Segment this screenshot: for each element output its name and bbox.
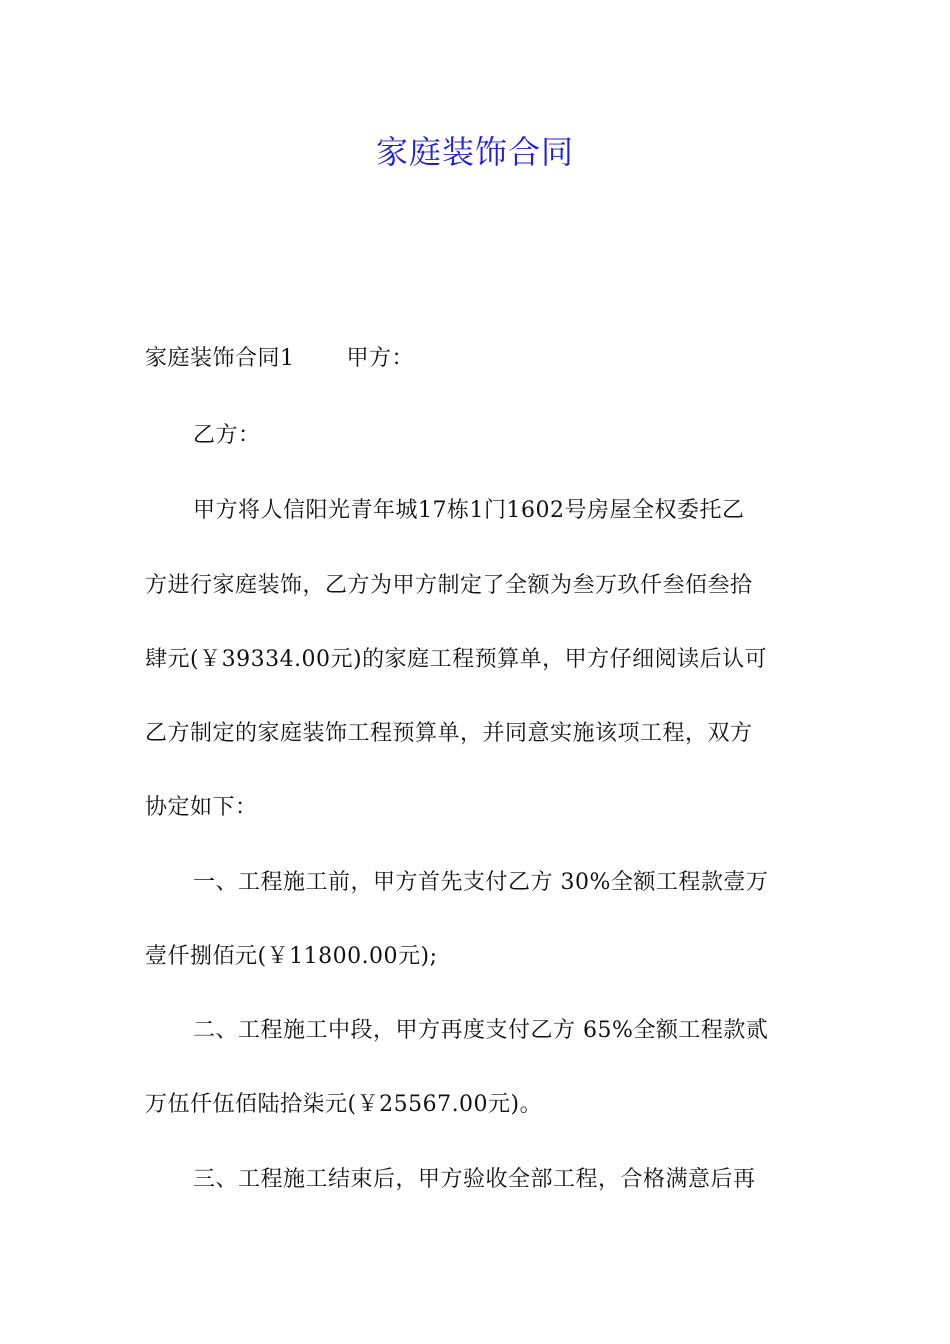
clause-two-line: 二、工程施工中段，甲方再度支付乙方 65%全额工程款贰 (193, 1018, 769, 1043)
paragraph-line: 协定如下： (145, 795, 258, 820)
party-b-label: 乙方： (193, 423, 261, 448)
contract-heading: 家庭装饰合同1 (145, 346, 295, 371)
paragraph-line: 乙方制定的家庭装饰工程预算单，并同意实施该项工程，双方 (145, 721, 753, 746)
paragraph-line: 方进行家庭装饰，乙方为甲方制定了全额为叁万玖仟叁佰叁拾 (145, 573, 753, 598)
party-a-label: 甲方： (346, 346, 415, 371)
clause-one-line: 一、工程施工前，甲方首先支付乙方 30%全额工程款壹万 (193, 870, 769, 895)
paragraph-line: 甲方将人信阳光青年城17栋1门1602号房屋全权委托乙 (193, 498, 745, 523)
clause-two-line: 万伍仟伍佰陆拾柒元(￥25567.00元)。 (145, 1092, 543, 1117)
document-title: 家庭装饰合同 (375, 133, 574, 171)
clause-one-line: 壹仟捌佰元(￥11800.00元); (145, 944, 438, 969)
paragraph-line: 肆元(￥39334.00元)的家庭工程预算单，甲方仔细阅读后认可 (145, 647, 768, 672)
heading-line (145, 344, 815, 374)
clause-three-line: 三、工程施工结束后，甲方验收全部工程，合格满意后再 (193, 1167, 756, 1192)
